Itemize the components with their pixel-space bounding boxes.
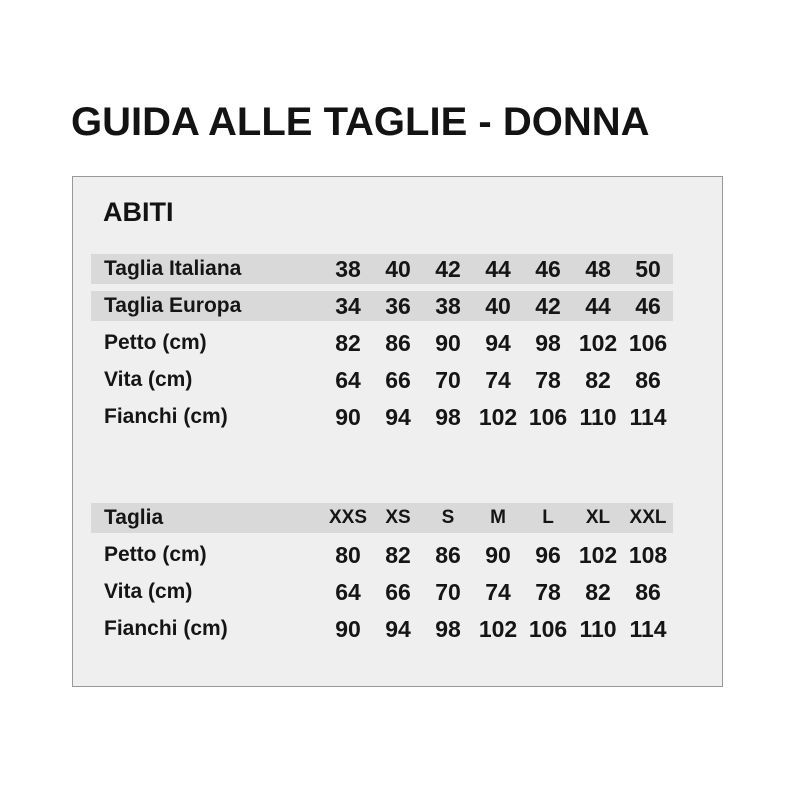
size-value: 102	[578, 329, 618, 356]
size-value: 110	[579, 615, 617, 642]
size-value: 102	[578, 541, 618, 568]
size-value: 36	[385, 292, 411, 319]
size-label: XXS	[328, 507, 368, 528]
row-label: Vita (cm)	[104, 368, 193, 391]
size-value: 98	[435, 403, 461, 430]
size-value: 108	[628, 541, 668, 568]
size-value: 78	[535, 578, 561, 605]
row-label: Petto (cm)	[104, 543, 207, 566]
row-label: Vita (cm)	[104, 580, 193, 603]
size-value: 74	[485, 366, 511, 393]
size-value: 34	[335, 292, 361, 319]
size-value: 94	[385, 615, 411, 642]
table-row-petto	[91, 540, 673, 570]
size-value: 38	[435, 292, 461, 319]
size-value: 80	[335, 541, 361, 568]
size-label: XL	[585, 507, 611, 528]
table-row-taglia-italiana	[91, 254, 673, 284]
size-value: 86	[385, 329, 411, 356]
row-label: Taglia Italiana	[104, 257, 242, 280]
size-value: 42	[435, 255, 461, 282]
size-value: 90	[485, 541, 511, 568]
page-title: GUIDA ALLE TAGLIE - DONNA	[71, 100, 650, 144]
size-value: 86	[635, 366, 661, 393]
size-value: 114	[629, 615, 667, 642]
size-value: 114	[629, 403, 667, 430]
size-value: 40	[385, 255, 411, 282]
row-label: Petto (cm)	[104, 331, 207, 354]
size-value: 70	[435, 366, 461, 393]
size-value: 106	[528, 615, 568, 642]
size-value: 90	[435, 329, 461, 356]
size-value: 64	[335, 366, 361, 393]
size-value: 82	[335, 329, 361, 356]
size-value: 96	[535, 541, 561, 568]
table-row-vita	[91, 365, 673, 395]
size-value: 106	[528, 403, 568, 430]
size-value: 66	[385, 578, 411, 605]
size-value: 86	[635, 578, 661, 605]
size-value: 86	[435, 541, 461, 568]
size-value: 98	[535, 329, 561, 356]
size-value: 44	[485, 255, 511, 282]
table-italian-european-sizes	[91, 254, 722, 432]
size-value: 66	[385, 366, 411, 393]
section-title: ABITI	[103, 197, 174, 227]
size-value: 64	[335, 578, 361, 605]
size-value: 82	[585, 366, 611, 393]
table-international-sizes	[91, 503, 722, 644]
size-value: 40	[485, 292, 511, 319]
row-label: Fianchi (cm)	[104, 617, 228, 640]
size-value: 48	[585, 255, 611, 282]
table-row-vita	[91, 577, 673, 607]
size-label: M	[490, 507, 506, 528]
size-value: 102	[478, 403, 518, 430]
size-label: XXL	[629, 507, 667, 528]
size-value: 106	[628, 329, 668, 356]
size-value: 74	[485, 578, 511, 605]
size-value: 98	[435, 615, 461, 642]
size-value: 102	[478, 615, 518, 642]
size-value: 82	[585, 578, 611, 605]
size-label: L	[542, 507, 554, 528]
size-value: 94	[385, 403, 411, 430]
size-value: 44	[585, 292, 611, 319]
size-value: 38	[335, 255, 361, 282]
table-row-petto	[91, 328, 673, 358]
size-value: 42	[535, 292, 561, 319]
size-value: 46	[635, 292, 661, 319]
size-value: 90	[335, 615, 361, 642]
table-row-fianchi	[91, 614, 673, 644]
table-row-taglia-europa	[91, 291, 673, 321]
size-value: 82	[385, 541, 411, 568]
size-label: S	[441, 507, 455, 528]
row-label: Taglia	[104, 506, 164, 529]
size-value: 46	[535, 255, 561, 282]
size-label: XS	[385, 507, 411, 528]
size-value: 50	[635, 255, 661, 282]
size-guide-panel	[72, 176, 723, 687]
row-label: Fianchi (cm)	[104, 405, 228, 428]
size-value: 78	[535, 366, 561, 393]
row-label: Taglia Europa	[104, 294, 242, 317]
size-value: 110	[579, 403, 617, 430]
table-header-taglia	[91, 503, 673, 533]
size-value: 94	[485, 329, 511, 356]
size-value: 70	[435, 578, 461, 605]
table-row-fianchi	[91, 402, 673, 432]
size-value: 90	[335, 403, 361, 430]
